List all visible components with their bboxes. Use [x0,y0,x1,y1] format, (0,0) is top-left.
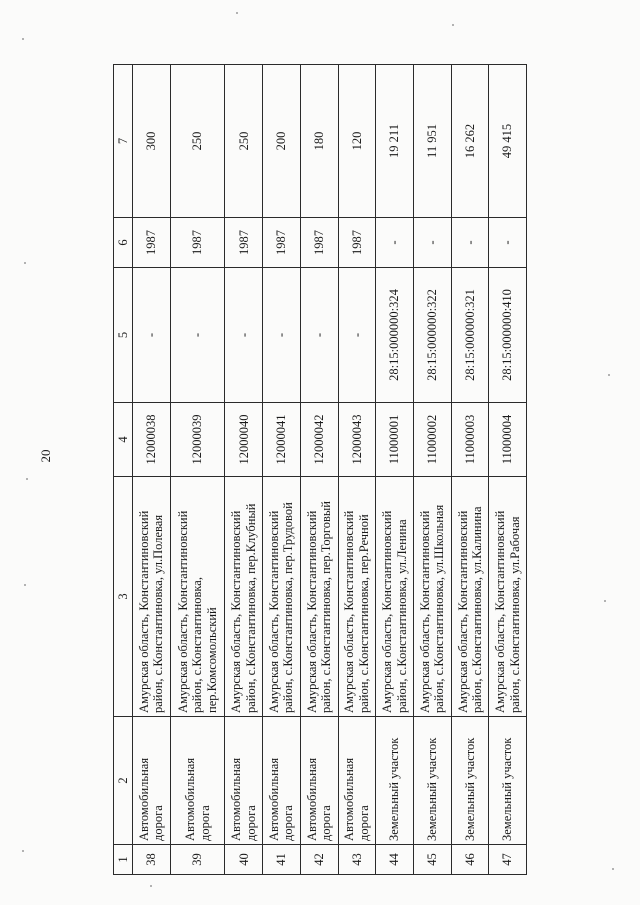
scan-speck [150,885,152,887]
row-number-cell: 46 [451,845,489,875]
cadastral-number-cell: 28:15:000000:410 [489,268,527,403]
table-row [451,65,489,875]
value-cell: 16 262 [451,65,489,218]
object-type-cell: Автомобильная дорога [133,717,171,845]
scan-speck [452,24,454,26]
cadastral-number-cell: 28:15:000000:324 [376,268,414,403]
address-cell: Амурская область, Константиновский район, с.Константиновка, пер.Комсомольский [170,477,225,717]
year-cell: 1987 [300,218,338,268]
table-row [338,65,376,875]
table-row [300,65,338,875]
scan-speck [26,478,28,480]
cadastral-number-cell: - [338,268,376,403]
cadastral-number-cell: - [133,268,171,403]
table-row [170,65,225,875]
inventory-code-cell: 12000042 [300,403,338,477]
value-cell: 120 [338,65,376,218]
year-cell: - [451,218,489,268]
row-number-cell: 38 [133,845,171,875]
scan-speck [236,12,238,14]
cadastral-number-cell: - [300,268,338,403]
value-cell: 300 [133,65,171,218]
registry-table-container [113,65,527,875]
column-header-3: 3 [114,477,133,717]
row-number-cell: 40 [225,845,263,875]
value-cell: 49 415 [489,65,527,218]
value-cell: 180 [300,65,338,218]
year-cell: - [413,218,451,268]
inventory-code-cell: 12000041 [263,403,301,477]
inventory-code-cell: 11000001 [376,403,414,477]
scan-speck [22,38,24,40]
inventory-code-cell: 12000038 [133,403,171,477]
value-cell: 200 [263,65,301,218]
scan-speck [608,374,610,376]
scan-speck [612,868,614,870]
cadastral-number-cell: - [263,268,301,403]
value-cell: 11 951 [413,65,451,218]
value-cell: 19 211 [376,65,414,218]
inventory-code-cell: 11000004 [489,403,527,477]
table-row [413,65,451,875]
column-header-2: 2 [114,717,133,845]
year-cell: - [376,218,414,268]
cadastral-number-cell: - [225,268,263,403]
column-header-5: 5 [114,268,133,403]
year-cell: - [489,218,527,268]
inventory-code-cell: 11000002 [413,403,451,477]
row-number-cell: 39 [170,845,225,875]
value-cell: 250 [170,65,225,218]
scan-speck [604,600,606,602]
table-row [263,65,301,875]
year-cell: 1987 [133,218,171,268]
table-row [489,65,527,875]
cadastral-number-cell: 28:15:000000:321 [451,268,489,403]
object-type-cell: Автомобильная дорога [170,717,225,845]
year-cell: 1987 [170,218,225,268]
row-number-cell: 43 [338,845,376,875]
address-cell: Амурская область, Константиновский район, с.Константиновка, ул.Полевая [133,477,171,717]
row-number-cell: 41 [263,845,301,875]
column-header-6: 6 [114,218,133,268]
row-number-cell: 44 [376,845,414,875]
scan-speck [24,262,26,264]
row-number-cell: 42 [300,845,338,875]
page-number: 20 [38,449,53,463]
address-cell: Амурская область, Константиновский район, с.Константиновка, пер.Торговый [300,477,338,717]
address-cell: Амурская область, Константиновский район, с.Константиновка, ул.Рабочая [489,477,527,717]
column-header-4: 4 [114,403,133,477]
inventory-code-cell: 12000040 [225,403,263,477]
address-cell: Амурская область, Константиновский район, с.Константиновка, пер.Речной [338,477,376,717]
object-type-cell: Автомобильная дорога [263,717,301,845]
address-cell: Амурская область, Константиновский район, с.Константиновка, пер.Трудовой [263,477,301,717]
address-cell: Амурская область, Константиновский район, с.Константиновка, ул.Ленина [376,477,414,717]
column-header-7: 7 [114,65,133,218]
table-row [376,65,414,875]
object-type-cell: Автомобильная дорога [338,717,376,845]
object-type-cell: Земельный участок [413,717,451,845]
table-row [225,65,263,875]
inventory-code-cell: 11000003 [451,403,489,477]
year-cell: 1987 [225,218,263,268]
object-type-cell: Земельный участок [489,717,527,845]
cadastral-number-cell: 28:15:000000:322 [413,268,451,403]
value-cell: 250 [225,65,263,218]
address-cell: Амурская область, Константиновский район, с.Константиновка, пер.Клубный [225,477,263,717]
object-type-cell: Автомобильная дорога [225,717,263,845]
scan-speck [24,584,26,586]
object-type-cell: Земельный участок [376,717,414,845]
cadastral-number-cell: - [170,268,225,403]
object-type-cell: Автомобильная дорога [300,717,338,845]
scan-speck [22,850,24,852]
address-cell: Амурская область, Константиновский район, с.Константиновка, ул.Калинина [451,477,489,717]
year-cell: 1987 [263,218,301,268]
table-row [133,65,171,875]
year-cell: 1987 [338,218,376,268]
inventory-code-cell: 12000039 [170,403,225,477]
object-type-cell: Земельный участок [451,717,489,845]
address-cell: Амурская область, Константиновский район, с.Константиновка, ул.Школьная [413,477,451,717]
column-header-1: 1 [114,845,133,875]
inventory-code-cell: 12000043 [338,403,376,477]
registry-table [113,64,527,875]
header-row [114,65,133,875]
row-number-cell: 45 [413,845,451,875]
row-number-cell: 47 [489,845,527,875]
